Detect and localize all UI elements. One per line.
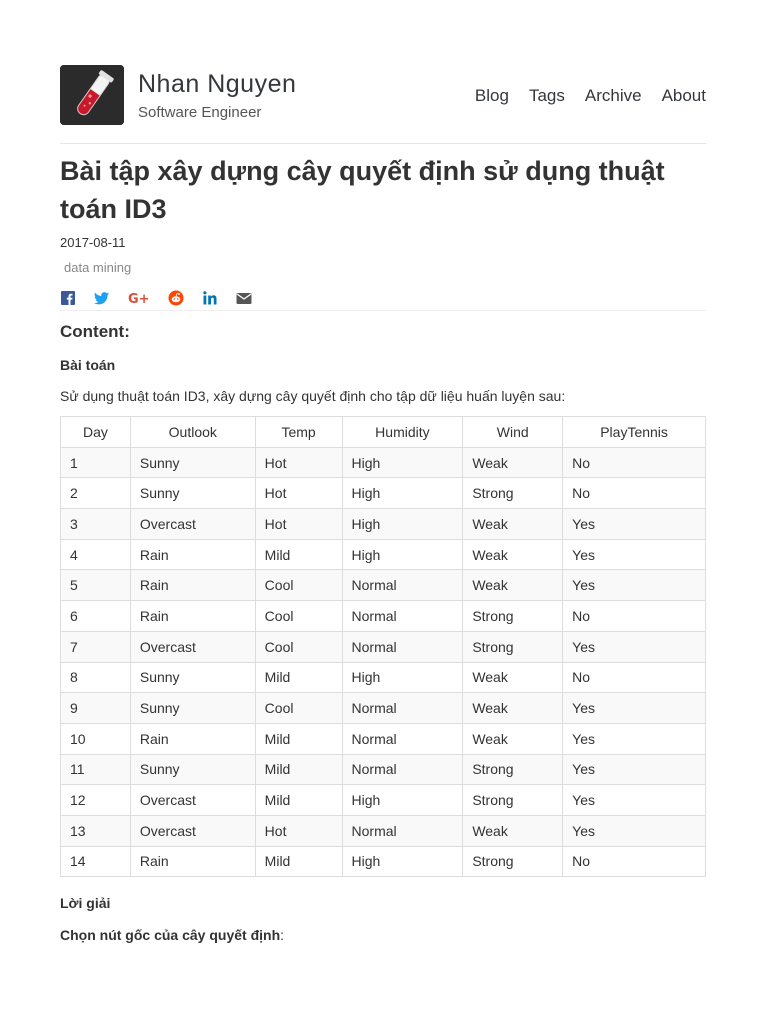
table-cell: Yes [563,693,706,724]
table-cell: Weak [463,539,563,570]
table-cell: High [342,509,463,540]
table-row [61,539,706,570]
table-cell: Normal [342,631,463,662]
header-divider [60,143,706,144]
table-cell: Yes [563,570,706,601]
content-heading: Content: [60,322,130,341]
table-cell: 3 [61,509,131,540]
table-row [61,785,706,816]
table-cell: Strong [463,478,563,509]
table-header-row [61,417,706,448]
envelope-icon[interactable] [236,290,252,306]
table-cell: Hot [255,447,342,478]
table-cell: Strong [463,754,563,785]
table-cell: Rain [130,601,255,632]
table-cell: Mild [255,754,342,785]
table-cell: Normal [342,754,463,785]
root-node-paragraph [60,927,284,943]
table-cell: Normal [342,601,463,632]
table-row [61,754,706,785]
table-cell: Overcast [130,815,255,846]
table-cell: Yes [563,815,706,846]
table-cell: Weak [463,723,563,754]
table-cell: Weak [463,509,563,540]
nav-tags[interactable]: Tags [528,86,565,105]
training-data-table [60,416,706,877]
table-cell: Overcast [130,785,255,816]
column-header-day: Day [61,417,131,448]
root-node-suffix: : [280,927,285,943]
table-cell: Sunny [130,447,255,478]
column-header-wind: Wind [463,417,563,448]
column-header-humidity: Humidity [342,417,463,448]
site-subtitle: Software Engineer [138,104,262,121]
table-cell: Sunny [130,754,255,785]
table-cell: Weak [463,815,563,846]
table-cell: No [563,662,706,693]
table-row [61,570,706,601]
table-cell: 14 [61,846,131,877]
table-row [61,509,706,540]
twitter-icon[interactable] [94,290,110,306]
post-tag-link[interactable]: data mining [64,260,132,275]
table-row [61,723,706,754]
table-cell: Hot [255,478,342,509]
column-header-outlook: Outlook [130,417,255,448]
post-title: Bài tập xây dựng cây quyết định sử dụng thuật toán ID3 [60,156,665,224]
table-row [61,815,706,846]
table-cell: No [563,601,706,632]
test-tube-icon [60,65,124,125]
post-date: 2017-08-11 [60,235,126,250]
table-row [61,846,706,877]
table-cell: 10 [61,723,131,754]
table-cell: Rain [130,539,255,570]
share-bar [60,290,270,306]
table-cell: Yes [563,785,706,816]
table-cell: Rain [130,570,255,601]
table-cell: Mild [255,846,342,877]
nav-archive[interactable]: Archive [584,86,642,105]
table-cell: Strong [463,846,563,877]
table-cell: Mild [255,785,342,816]
table-row [61,447,706,478]
table-cell: Yes [563,631,706,662]
table-cell: Weak [463,447,563,478]
root-node-label: Chọn nút gốc của cây quyết định [60,927,281,943]
reddit-icon[interactable] [168,290,184,306]
table-cell: 13 [61,815,131,846]
google-plus-icon[interactable] [128,290,150,306]
table-cell: 5 [61,570,131,601]
column-header-temp: Temp [255,417,342,448]
table-cell: 12 [61,785,131,816]
nav-blog[interactable]: Blog [474,86,509,105]
table-cell: Normal [342,815,463,846]
table-cell: 2 [61,478,131,509]
table-cell: No [563,846,706,877]
table-cell: 1 [61,447,131,478]
table-cell: Normal [342,723,463,754]
column-header-playtennis: PlayTennis [563,417,706,448]
table-cell: Yes [563,509,706,540]
table-cell: Yes [563,539,706,570]
table-cell: Rain [130,846,255,877]
table-cell: Weak [463,662,563,693]
table-row [61,693,706,724]
table-cell: High [342,539,463,570]
site-logo[interactable] [60,65,124,125]
main-nav [455,86,706,106]
svg-text:G+: G+ [128,292,150,306]
table-cell: Yes [563,754,706,785]
table-cell: Sunny [130,478,255,509]
table-cell: Sunny [130,662,255,693]
table-cell: 4 [61,539,131,570]
table-cell: Mild [255,662,342,693]
table-cell: 6 [61,601,131,632]
nav-about[interactable]: About [661,86,706,105]
share-divider [60,310,706,311]
table-cell: Cool [255,693,342,724]
table-cell: Cool [255,601,342,632]
table-cell: Weak [463,570,563,601]
table-cell: Mild [255,539,342,570]
solution-heading: Lời giải [60,895,111,911]
table-cell: High [342,662,463,693]
table-cell: Weak [463,693,563,724]
table-cell: Strong [463,631,563,662]
intro-paragraph: Sử dụng thuật toán ID3, xây dựng cây quyết định cho tập dữ liệu huấn luyện sau: [60,388,566,404]
table-cell: High [342,846,463,877]
table-cell: High [342,447,463,478]
table-cell: Normal [342,693,463,724]
table-cell: High [342,478,463,509]
table-cell: Sunny [130,693,255,724]
table-row [61,478,706,509]
facebook-icon[interactable] [60,290,76,306]
table-cell: Overcast [130,631,255,662]
table-cell: Hot [255,815,342,846]
table-cell: High [342,785,463,816]
table-row [61,601,706,632]
table-cell: Overcast [130,509,255,540]
table-cell: Strong [463,785,563,816]
table-cell: Rain [130,723,255,754]
table-cell: 11 [61,754,131,785]
table-cell: Yes [563,723,706,754]
table-cell: 8 [61,662,131,693]
table-cell: Cool [255,570,342,601]
linkedin-icon[interactable] [202,290,218,306]
table-cell: Normal [342,570,463,601]
table-cell: Strong [463,601,563,632]
table-body [61,447,706,877]
table-cell: 9 [61,693,131,724]
table-cell: No [563,478,706,509]
problem-heading: Bài toán [60,357,116,373]
table-cell: 7 [61,631,131,662]
table-cell: Hot [255,509,342,540]
table-cell: Mild [255,723,342,754]
table-row [61,662,706,693]
site-name[interactable]: Nhan Nguyen [138,70,297,98]
table-row [61,631,706,662]
table-cell: No [563,447,706,478]
table-cell: Cool [255,631,342,662]
